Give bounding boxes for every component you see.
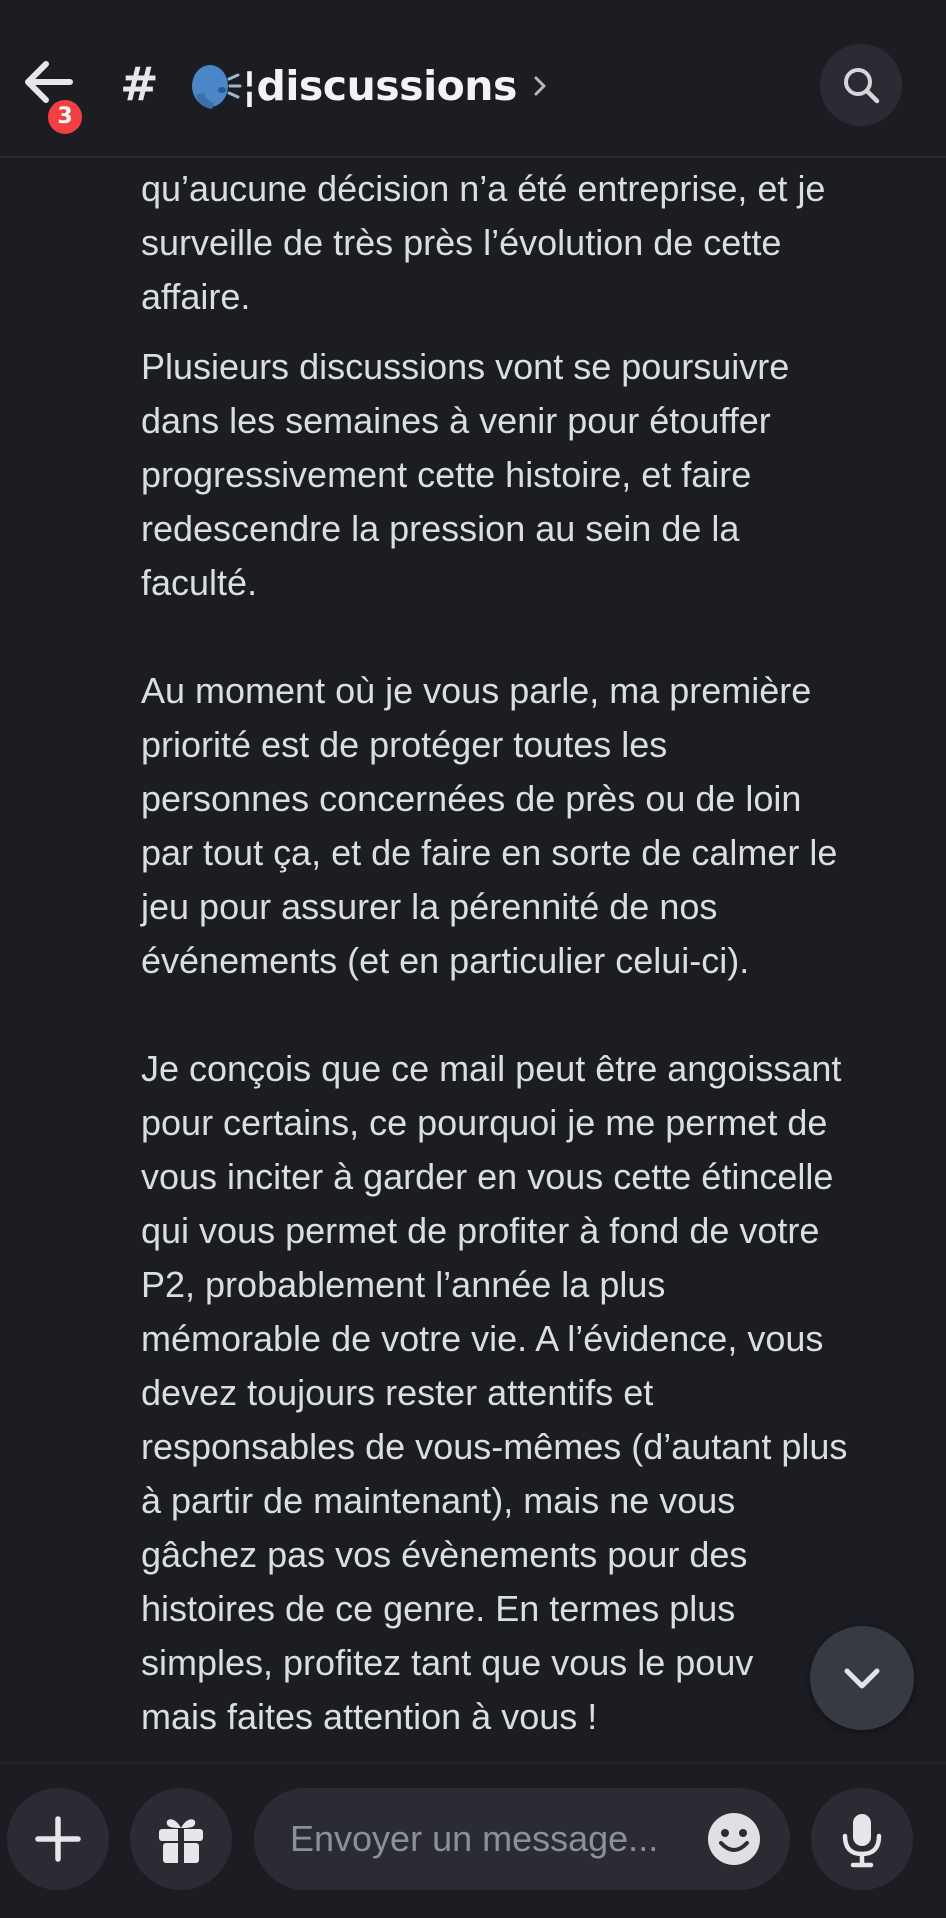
add-attachment-button[interactable] bbox=[7, 1788, 109, 1890]
channel-title-button[interactable] bbox=[188, 56, 551, 116]
message-input-container[interactable] bbox=[254, 1788, 790, 1890]
channel-header bbox=[0, 0, 946, 158]
message-input[interactable] bbox=[290, 1788, 690, 1890]
voice-message-button[interactable] bbox=[811, 1788, 913, 1890]
message-text: Plusieurs discussions vont se poursuivre dans les semaines à venir pour étouffer progressivement cette histoire, et faire redescendre la pression au sein de la faculté. Au moment où je vous parle, ma première priorité est de protéger toutes les personnes concernées de près ou de loin par tout ça, et de faire en sorte de calmer le jeu pour assurer la pérennité de nos événements (et en particulier celui-ci). Je conçois que ce mail peut être angoissant pour certains, ce pourquoi je me permet de vous inciter à garder en vous cette étincelle qui vous permet de profiter à fond de votre P2, probablement l’année la plus mémorable de votre vie. A l’évidence, vous devez toujours rester attentifs et responsables de vous-mêmes (d’autant plus à partir de maintenant), mais ne vous gâchez pas vos évènements pour des histoires de ce genre. En termes plus simples, profitez tant que vous le pouv mais faites attention à vous ! bbox=[141, 346, 848, 1737]
channel-name: ¦discussions bbox=[242, 62, 517, 110]
unread-badge: 3 bbox=[44, 96, 86, 138]
speaking-head-icon bbox=[188, 59, 242, 113]
emoji-icon[interactable] bbox=[706, 1811, 762, 1867]
message-composer bbox=[0, 1762, 946, 1918]
channel-hash-icon: # bbox=[120, 57, 159, 111]
gift-icon bbox=[155, 1812, 207, 1866]
microphone-icon bbox=[841, 1812, 883, 1868]
gift-button[interactable] bbox=[130, 1788, 232, 1890]
chevron-right-icon bbox=[529, 71, 551, 101]
search-button[interactable] bbox=[820, 44, 902, 126]
scroll-to-bottom-button[interactable] bbox=[810, 1626, 914, 1730]
search-icon bbox=[841, 65, 881, 105]
plus-icon bbox=[33, 1814, 83, 1864]
chevron-down-icon bbox=[841, 1662, 883, 1694]
message-text: qu’aucune décision n’a été entreprise, et je surveille de très près l’évolution de cette affaire. bbox=[141, 168, 826, 317]
message-list[interactable] bbox=[0, 160, 946, 1760]
